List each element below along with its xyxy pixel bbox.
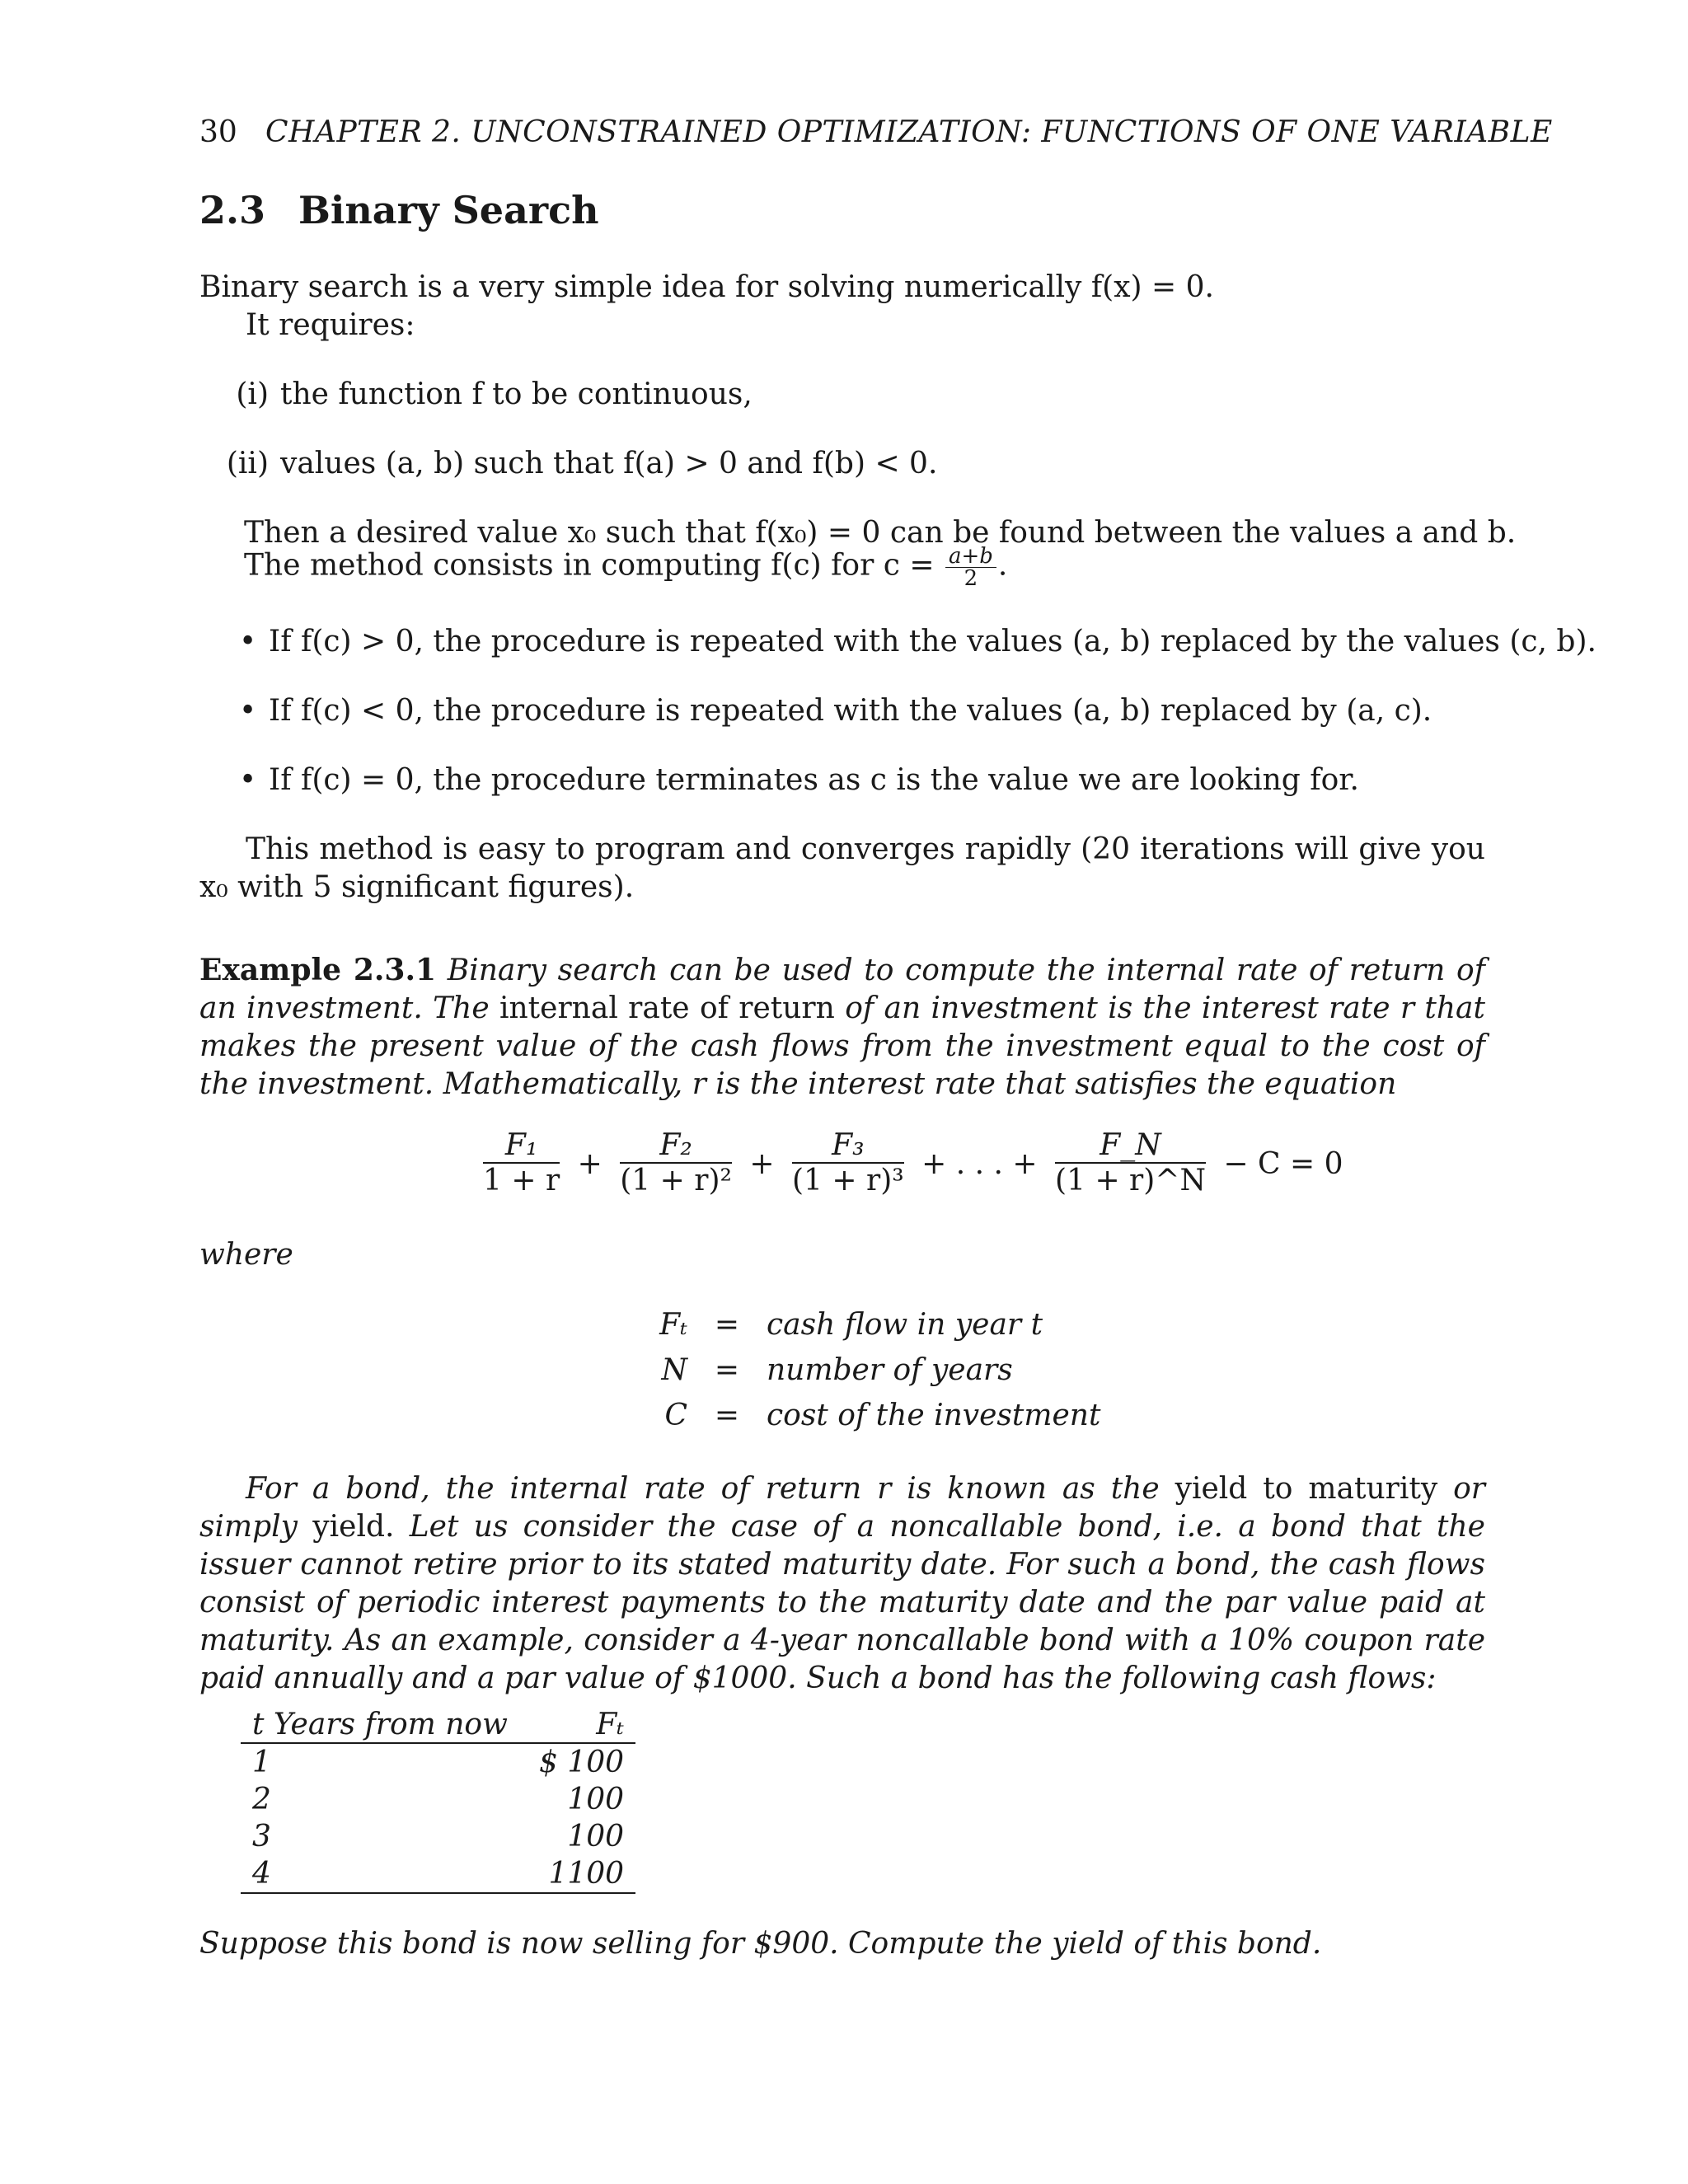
- table-header-row: [241, 1706, 635, 1743]
- column-header: Fₜ: [528, 1706, 635, 1743]
- irr-equation: [481, 1129, 1350, 1198]
- bond-term: yield.: [312, 1510, 395, 1544]
- section-heading: [199, 188, 599, 232]
- case-text: If f(c) > 0, the procedure is repeated with the values (a, b) replaced by the values (c, b).: [269, 625, 1597, 658]
- equation-tail: − C = 0: [1223, 1146, 1343, 1181]
- term-denominator: (1 + r)^N: [1055, 1164, 1206, 1197]
- year-cell: 3: [252, 1820, 271, 1854]
- cash-flow-cell: 1100: [528, 1855, 635, 1893]
- example-term: internal rate of return: [499, 991, 835, 1025]
- requirement-text: values (a, b) such that f(a) > 0 and f(b) < 0.: [280, 447, 938, 480]
- definition-row: [626, 1347, 1112, 1393]
- intro-line-1: Binary search is a very simple idea for solving numerically f(x) = 0.: [199, 270, 1214, 304]
- bullet-icon: •: [239, 694, 257, 728]
- ellipsis-sum: + . . . +: [921, 1146, 1038, 1181]
- table-row: [241, 1743, 635, 1781]
- bond-text: For a bond, the internal rate of return r is known as the: [246, 1472, 1160, 1506]
- year-cell: 2: [252, 1783, 271, 1816]
- section-title: Binary Search: [298, 188, 599, 232]
- bullet-icon: •: [239, 625, 257, 658]
- chapter-title: CHAPTER 2. UNCONSTRAINED OPTIMIZATION: FUNCTIONS OF ONE VARIABLE: [265, 115, 1553, 149]
- year-cell: 1: [252, 1746, 271, 1779]
- requirement-text: the function f to be continuous,: [280, 377, 753, 411]
- table-row: [241, 1855, 635, 1893]
- example-paragraph: [199, 951, 1485, 1104]
- cash-flow-cell: $ 100: [539, 1746, 625, 1779]
- definition-equals: =: [714, 1308, 740, 1342]
- page-number: 30: [199, 115, 237, 149]
- cash-flow-cell: 100: [567, 1783, 625, 1816]
- bond-text: or simply: [199, 1472, 1485, 1544]
- definition-symbol: C: [664, 1399, 687, 1432]
- equation-term: [483, 1129, 560, 1198]
- term-denominator: (1 + r)²: [620, 1164, 732, 1197]
- definition-text: cost of the investment: [767, 1399, 1101, 1432]
- method-period: .: [997, 548, 1008, 583]
- equation-term: [1055, 1129, 1206, 1198]
- bond-paragraph: [199, 1470, 1485, 1698]
- term-numerator: F₁: [483, 1129, 560, 1164]
- example-label: Example 2.3.1: [199, 953, 437, 987]
- symbol-definitions: [626, 1302, 1112, 1438]
- requirement-label: (i): [236, 377, 269, 411]
- example-text: Binary search can be used to compute the internal rate of return of an investment. The: [199, 954, 1485, 1025]
- case-bullet: [239, 762, 1359, 799]
- midpoint-fraction: [945, 546, 996, 589]
- definition-equals: =: [714, 1399, 740, 1432]
- definition-row: [626, 1393, 1112, 1438]
- fraction-numerator: a+b: [945, 546, 996, 568]
- column-header: t Years from now: [241, 1706, 528, 1743]
- requirement-item: [216, 445, 937, 483]
- definition-symbol: Fₜ: [659, 1308, 687, 1342]
- fraction-denominator: 2: [964, 566, 978, 591]
- table-row: [241, 1781, 635, 1818]
- requirement-label: (ii): [226, 447, 269, 480]
- equation-term: [792, 1129, 904, 1198]
- equation-term: [620, 1129, 732, 1198]
- cash-flow-table: [241, 1706, 635, 1894]
- plus-sign: +: [749, 1146, 775, 1181]
- term-numerator: F₃: [792, 1129, 904, 1164]
- running-header: [199, 115, 1553, 149]
- definition-text: number of years: [767, 1353, 1013, 1387]
- bond-text: Let us consider the case of a noncallable bond, i.e. a bond that the issuer cannot retire prior to its stated maturity date. For such a bond, the cash flows consist of periodic interest payments to the maturity date and the par value paid at maturity. As an example, consider a 4-year noncallable bond with a 10% coupon rate paid annually and a par value of $1000. Such a bond has the following cash flows:: [199, 1510, 1485, 1695]
- requirement-item: [216, 376, 753, 414]
- definition-text: cash flow in year t: [767, 1308, 1043, 1342]
- intro-line-2: It requires:: [246, 308, 415, 342]
- bond-term: yield to maturity: [1175, 1472, 1438, 1506]
- bullet-icon: •: [239, 763, 257, 797]
- where-label: where: [199, 1238, 293, 1272]
- term-numerator: F_N: [1055, 1129, 1206, 1164]
- case-bullet: [239, 623, 1597, 661]
- example-text: of an investment is the interest rate r that makes the present value of the cash flows from the investment equal to the cost of the investment. Mathematically, r is the interest rate that satisfies the equation: [199, 991, 1485, 1101]
- method-line-2: [244, 546, 1007, 589]
- cash-flow-cell: 100: [567, 1820, 625, 1854]
- closing-sentence: Suppose this bond is now selling for $900. Compute the yield of this bond.: [199, 1927, 1322, 1961]
- case-text: If f(c) = 0, the procedure terminates as c is the value we are looking for.: [269, 763, 1359, 797]
- term-denominator: (1 + r)³: [792, 1164, 904, 1197]
- plus-sign: +: [577, 1146, 603, 1181]
- case-bullet: [239, 692, 1432, 730]
- method-line-1: Then a desired value x₀ such that f(x₀) = 0 can be found between the values a and b.: [244, 516, 1517, 550]
- definition-symbol: N: [661, 1353, 687, 1387]
- year-cell: 4: [241, 1855, 528, 1893]
- term-numerator: F₂: [620, 1129, 732, 1164]
- table-row: [241, 1818, 635, 1855]
- definition-row: [626, 1302, 1112, 1347]
- section-number: 2.3: [199, 188, 266, 232]
- case-text: If f(c) < 0, the procedure is repeated with the values (a, b) replaced by (a, c).: [269, 694, 1432, 728]
- term-denominator: 1 + r: [483, 1164, 560, 1197]
- convergence-paragraph: This method is easy to program and converges rapidly (20 iterations will give you x₀ with 5 significant figures).: [199, 832, 1485, 904]
- definition-equals: =: [714, 1353, 740, 1387]
- method-text: The method consists in computing f(c) for c =: [244, 548, 935, 583]
